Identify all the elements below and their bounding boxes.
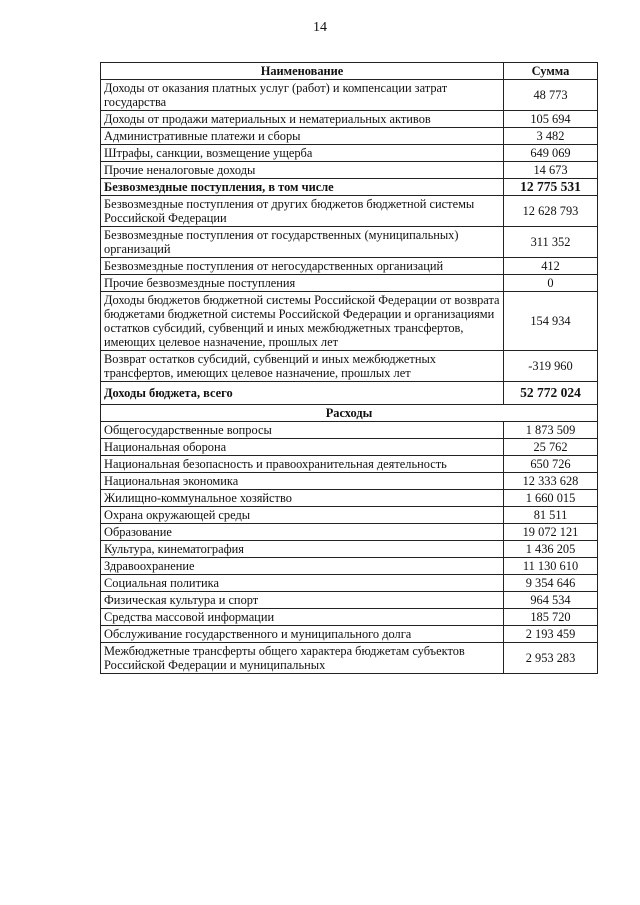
table-row xyxy=(101,422,598,439)
row-name: Безвозмездные поступления от других бюджетов бюджетной системы Российской Федерации xyxy=(101,196,504,227)
row-sum: 12 628 793 xyxy=(504,196,598,227)
row-name: Национальная оборона xyxy=(101,439,504,456)
table-row xyxy=(101,609,598,626)
page-number: 14 xyxy=(313,20,327,35)
row-sum: 2 193 459 xyxy=(504,626,598,643)
row-name: Национальная экономика xyxy=(101,473,504,490)
row-name: Административные платежи и сборы xyxy=(101,128,504,145)
row-name: Прочие неналоговые доходы xyxy=(101,162,504,179)
row-sum: 1 873 509 xyxy=(504,422,598,439)
row-name: Доходы от продажи материальных и нематериальных активов xyxy=(101,111,504,128)
row-sum: 48 773 xyxy=(504,80,598,111)
budget-table xyxy=(100,62,598,674)
table-row xyxy=(101,111,598,128)
row-sum: 964 534 xyxy=(504,592,598,609)
table-row xyxy=(101,490,598,507)
table-row xyxy=(101,643,598,674)
row-name: Общегосударственные вопросы xyxy=(101,422,504,439)
row-sum: 3 482 xyxy=(504,128,598,145)
row-name: Культура, кинематография xyxy=(101,541,504,558)
row-name: Жилищно-коммунальное хозяйство xyxy=(101,490,504,507)
row-sum: 9 354 646 xyxy=(504,575,598,592)
table-row xyxy=(101,541,598,558)
row-sum: 19 072 121 xyxy=(504,524,598,541)
row-name: Национальная безопасность и правоохранительная деятельность xyxy=(101,456,504,473)
row-name: Безвозмездные поступления, в том числе xyxy=(101,179,504,196)
table-row xyxy=(101,456,598,473)
row-name: Штрафы, санкции, возмещение ущерба xyxy=(101,145,504,162)
row-name: Физическая культура и спорт xyxy=(101,592,504,609)
table-row xyxy=(101,626,598,643)
row-name: Доходы от оказания платных услуг (работ) и компенсации затрат государства xyxy=(101,80,504,111)
table-row xyxy=(101,196,598,227)
table-header-row xyxy=(101,63,598,80)
row-sum: 25 762 xyxy=(504,439,598,456)
row-name: Безвозмездные поступления от негосударственных организаций xyxy=(101,258,504,275)
row-name: Возврат остатков субсидий, субвенций и иных межбюджетных трансфертов, имеющих целевое назначение, прошлых лет xyxy=(101,351,504,382)
row-name: Здравоохранение xyxy=(101,558,504,575)
row-name: Доходы бюджетов бюджетной системы Российской Федерации от возврата бюджетами бюджетной системы Российской Федерации и организациями остатков субсидий, субвенций и иных межбюджетных трансфертов, имеющих целевое назначение, прошлых лет xyxy=(101,292,504,351)
row-sum: 0 xyxy=(504,275,598,292)
table-row xyxy=(101,162,598,179)
row-name: Прочие безвозмездные поступления xyxy=(101,275,504,292)
table-row xyxy=(101,592,598,609)
table-row xyxy=(101,558,598,575)
row-name: Безвозмездные поступления от государственных (муниципальных) организаций xyxy=(101,227,504,258)
row-sum: 1 436 205 xyxy=(504,541,598,558)
table-row-subtotal xyxy=(101,179,598,196)
row-sum: 412 xyxy=(504,258,598,275)
row-sum: 649 069 xyxy=(504,145,598,162)
header-sum: Сумма xyxy=(504,63,598,80)
table-row xyxy=(101,507,598,524)
table-row-total xyxy=(101,382,598,405)
row-sum: 12 333 628 xyxy=(504,473,598,490)
section-title: Расходы xyxy=(101,405,598,422)
row-sum: 1 660 015 xyxy=(504,490,598,507)
row-name: Социальная политика xyxy=(101,575,504,592)
row-sum: 2 953 283 xyxy=(504,643,598,674)
row-sum: 650 726 xyxy=(504,456,598,473)
row-name: Средства массовой информации xyxy=(101,609,504,626)
row-sum: -319 960 xyxy=(504,351,598,382)
table-row xyxy=(101,524,598,541)
row-sum: 12 775 531 xyxy=(504,179,598,196)
table-row xyxy=(101,292,598,351)
section-header-row xyxy=(101,405,598,422)
table-row xyxy=(101,275,598,292)
row-sum: 81 511 xyxy=(504,507,598,524)
table-row xyxy=(101,258,598,275)
row-name: Обслуживание государственного и муниципального долга xyxy=(101,626,504,643)
header-name: Наименование xyxy=(101,63,504,80)
row-sum: 154 934 xyxy=(504,292,598,351)
table-row xyxy=(101,145,598,162)
table-row xyxy=(101,351,598,382)
row-sum: 52 772 024 xyxy=(504,382,598,405)
row-sum: 14 673 xyxy=(504,162,598,179)
table-row xyxy=(101,227,598,258)
row-name: Охрана окружающей среды xyxy=(101,507,504,524)
row-sum: 185 720 xyxy=(504,609,598,626)
row-name: Доходы бюджета, всего xyxy=(101,382,504,405)
table-row xyxy=(101,80,598,111)
row-sum: 311 352 xyxy=(504,227,598,258)
row-name: Образование xyxy=(101,524,504,541)
table-row xyxy=(101,575,598,592)
row-sum: 105 694 xyxy=(504,111,598,128)
row-name: Межбюджетные трансферты общего характера бюджетам субъектов Российской Федерации и муниципальных xyxy=(101,643,504,674)
table-row xyxy=(101,473,598,490)
table-row xyxy=(101,128,598,145)
row-sum: 11 130 610 xyxy=(504,558,598,575)
table-row xyxy=(101,439,598,456)
